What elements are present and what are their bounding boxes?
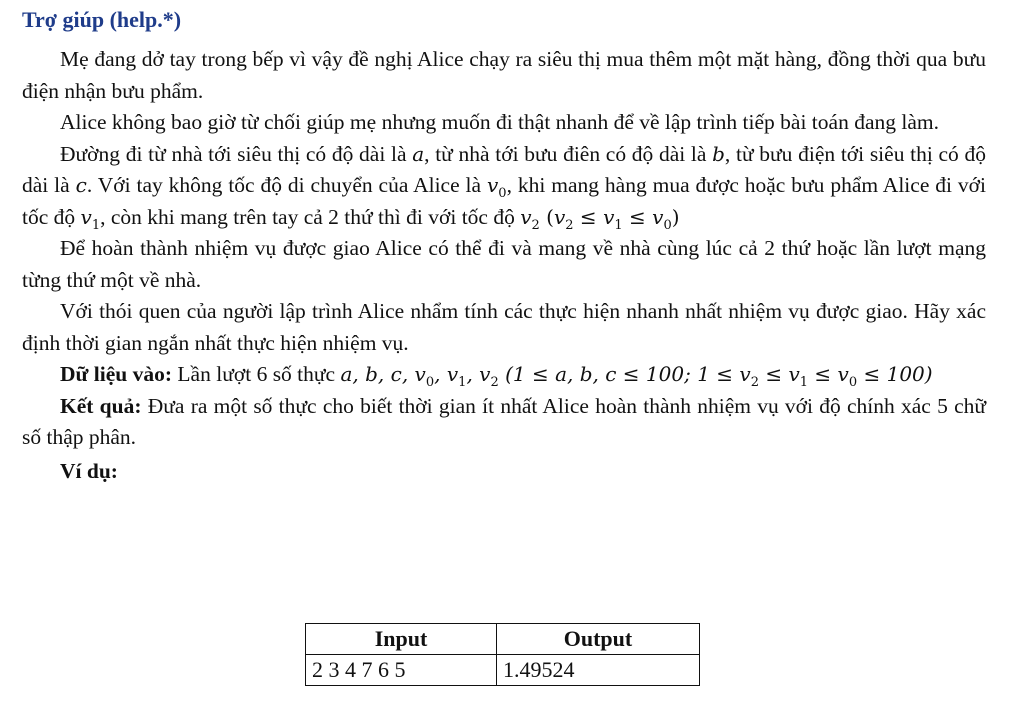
output-spec [22,391,986,454]
problem-text-1: Đường đi từ nhà tới siêu thị có độ dài là [60,141,413,166]
input-spec [22,359,986,391]
problem-text-6: , còn khi mang trên tay cả 2 thứ thì đi với tốc độ [100,204,521,229]
cell-output: 1.49524 [497,655,700,686]
table-row [306,655,700,686]
paragraph-motivation: Alice không bao giờ từ chối giúp mẹ nhưng muốn đi thật nhanh để về lập trình tiếp bài toán đang làm. [60,110,939,134]
problem-text-5: , khi mang hàng mua được hoặc bưu phẩm Alice đi với tốc độ [22,173,986,229]
example-table [305,623,700,686]
output-spec-label: Kết quả: [60,393,142,418]
var-v0: $v_0$ [486,173,507,201]
output-spec-text: Đưa ra một số thực cho biết thời gian ít nhất Alice hoàn thành nhiệm vụ với độ chính xác 5 chữ số thập phân. [22,393,987,449]
var-v1: $v_1$ [80,204,101,233]
speed-inequality: $(v_2 \le v_1 \le v_0)$ [539,204,680,233]
problem-text-4: . Với tay không tốc độ di chuyển của Alice là [86,173,487,197]
var-a: a [412,141,425,166]
paragraph-intro: Mẹ đang dở tay trong bếp vì vậy đề nghị Alice chạy ra siêu thị mua thêm một mặt hàng, đồng thời qua bưu điện nhận bưu phẩm. [22,47,986,103]
input-spec-label: Dữ liệu vào: [60,362,173,386]
cell-input: 2 3 4 7 6 5 [306,655,497,686]
example-label: Ví dụ: [60,458,118,483]
var-v2: $v_2$ [520,204,540,233]
header-output: Output [497,624,700,655]
paragraph-problem [22,139,986,234]
paragraph-task: Với thói quen của người lập trình Alice nhẩm tính các thực hiện nhanh nhất nhiệm vụ được giao. Hãy xác định thời gian ngắn nhất thực hiện nhiệm vụ. [22,299,986,355]
table-header-row [306,624,700,655]
header-input: Input [306,624,497,655]
problem-text-3: , từ bưu điện tới siêu thị có độ dài là [22,141,986,197]
input-spec-text: Lần lượt 6 số thực [172,362,341,386]
problem-text-2: , từ nhà tới bưu điên có độ dài là [424,141,713,166]
section-title: Trợ giúp (help.*) [22,7,182,32]
paragraph-options: Để hoàn thành nhiệm vụ được giao Alice có thể đi và mang về nhà cùng lúc cả 2 thứ hoặc lần lượt mạng từng thứ một về nhà. [22,236,986,292]
input-range: (1 ≤ a, b, c ≤ 100; $1 \le v_2 \le v_1 \le v_0 \le 100$) [498,362,933,390]
input-vars: a, b, c, $v_0$, $v_1$, $v_2$ [340,362,499,390]
var-b: b [712,141,725,166]
var-c: c [75,173,87,197]
